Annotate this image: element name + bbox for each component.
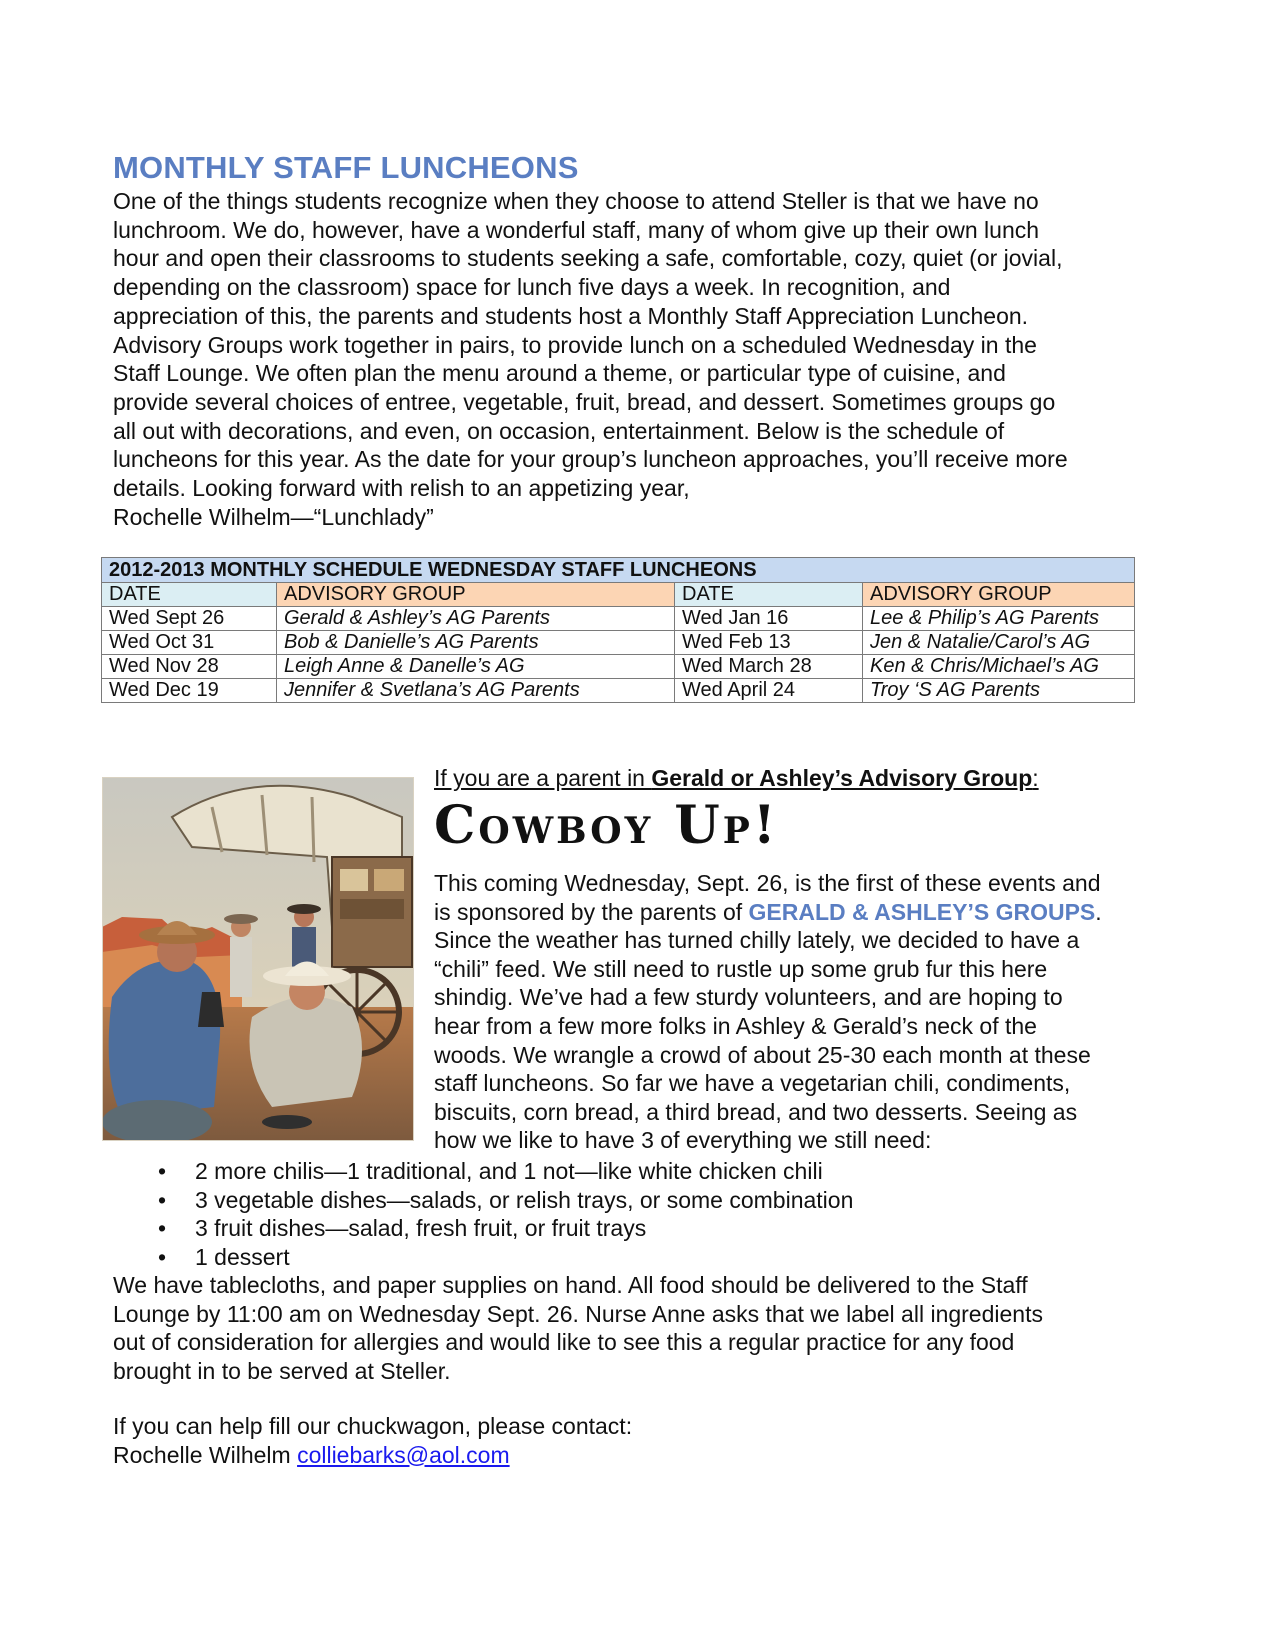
date-cell: Wed Sept 26 (102, 607, 277, 631)
event-line: “chili” feed. We still need to rustle up some grub fur this here (434, 955, 1048, 982)
column-header-date: DATE (102, 583, 277, 607)
event-line-text: is sponsored by the parents of (434, 898, 749, 925)
closing-paragraph (113, 1271, 1193, 1385)
cowboy-chuckwagon-illustration (102, 777, 414, 1141)
needed-items-list (150, 1157, 853, 1271)
list-item: • 3 fruit dishes—salad, fresh fruit, or fruit trays (150, 1214, 853, 1243)
table-row (102, 607, 1135, 631)
date-cell: Wed March 28 (675, 655, 863, 679)
table-caption-row (102, 558, 1135, 583)
table-caption: 2012-2013 MONTHLY SCHEDULE WEDNESDAY STAFF LUNCHEONS (102, 558, 1135, 583)
date-cell: Wed Nov 28 (102, 655, 277, 679)
date-cell: Wed Feb 13 (675, 631, 863, 655)
invite-group-name: Gerald or Ashley’s Advisory Group (651, 765, 1033, 791)
intro-line: appreciation of this, the parents and students host a Monthly Staff Appreciation Luncheon. (113, 302, 1029, 329)
event-line: how we like to have 3 of everything we still need: (434, 1127, 932, 1154)
event-line: Since the weather has turned chilly lately, we decided to have a (434, 927, 1080, 954)
column-header-advisory-group: ADVISORY GROUP (863, 583, 1135, 607)
event-line: woods. We wrangle a crowd of about 25-30 each month at these (434, 1041, 1091, 1068)
contact-line (113, 1441, 632, 1470)
event-line: hear from a few more folks in Ashley & Gerald’s neck of the (434, 1012, 1037, 1039)
list-item: • 1 dessert (150, 1243, 853, 1272)
event-description (434, 869, 1194, 1155)
contact-block (113, 1412, 632, 1469)
list-item: • 3 vegetable dishes—salads, or relish trays, or some combination (150, 1186, 853, 1215)
list-item: • 2 more chilis—1 traditional, and 1 not—like white chicken chili (150, 1157, 853, 1186)
column-header-date: DATE (675, 583, 863, 607)
intro-line: Staff Lounge. We often plan the menu around a theme, or particular type of cuisine, and (113, 360, 1006, 387)
event-line: shindig. We’ve had a few sturdy volunteers, and are hoping to (434, 984, 1063, 1011)
event-line (434, 898, 1194, 927)
group-cell: Leigh Anne & Danelle’s AG (277, 655, 675, 679)
date-cell: Wed Dec 19 (102, 679, 277, 703)
contact-name: Rochelle Wilhelm (113, 1441, 298, 1468)
contact-email-link[interactable]: colliebarks@aol.com (297, 1441, 510, 1468)
intro-line: depending on the classroom) space for lunch five days a week. In recognition, and (113, 274, 951, 301)
intro-paragraph (113, 187, 1173, 531)
closing-line: Lounge by 11:00 am on Wednesday Sept. 26. Nurse Anne asks that we label all ingredients (113, 1300, 1043, 1327)
table-row (102, 631, 1135, 655)
intro-line: provide several choices of entree, vegetable, fruit, bread, and dessert. Sometimes groups go (113, 388, 1056, 415)
table-row (102, 655, 1135, 679)
group-cell: Troy ‘S AG Parents (863, 679, 1135, 703)
group-cell: Lee & Philip’s AG Parents (863, 607, 1135, 631)
event-line: This coming Wednesday, Sept. 26, is the first of these events and (434, 870, 1101, 896)
intro-line: luncheons for this year. As the date for your group’s luncheon approaches, you’ll receive more (113, 446, 1068, 473)
invite-prefix: If you are a parent in (434, 765, 652, 791)
invite-line (434, 765, 1039, 792)
group-cell: Gerald & Ashley’s AG Parents (277, 607, 675, 631)
closing-line: brought in to be served at Steller. (113, 1357, 451, 1384)
luncheon-schedule-table (101, 557, 1135, 703)
intro-line: Advisory Groups work together in pairs, to provide lunch on a scheduled Wednesday in the (113, 331, 1037, 358)
event-line: biscuits, corn bread, a third bread, and two desserts. Seeing as (434, 1098, 1078, 1125)
contact-prompt: If you can help fill our chuckwagon, please contact: (113, 1413, 633, 1439)
table-row (102, 679, 1135, 703)
intro-signature: Rochelle Wilhelm—“Lunchlady” (113, 503, 434, 530)
event-line: staff luncheons. So far we have a vegetarian chili, condiments, (434, 1070, 1071, 1097)
sponsor-highlight: GERALD & ASHLEY’S GROUPS (748, 898, 1096, 925)
page-title: MONTHLY STAFF LUNCHEONS (113, 150, 579, 185)
group-cell: Jennifer & Svetlana’s AG Parents (277, 679, 675, 703)
intro-line: details. Looking forward with relish to an appetizing year, (113, 475, 690, 502)
cowboy-up-banner: Cowboy Up! (434, 795, 779, 856)
intro-line: all out with decorations, and even, on occasion, entertainment. Below is the schedule of (113, 417, 1005, 444)
group-cell: Bob & Danielle’s AG Parents (277, 631, 675, 655)
intro-line: lunchroom. We do, however, have a wonderful staff, many of whom give up their own lunch (113, 216, 1040, 243)
date-cell: Wed Jan 16 (675, 607, 863, 631)
event-line-end: . (1095, 898, 1102, 925)
closing-line: We have tablecloths, and paper supplies on hand. All food should be delivered to the Staff (113, 1272, 1028, 1298)
date-cell: Wed April 24 (675, 679, 863, 703)
closing-line: out of consideration for allergies and would like to see this a regular practice for any food (113, 1329, 1015, 1356)
group-cell: Jen & Natalie/Carol’s AG (863, 631, 1135, 655)
date-cell: Wed Oct 31 (102, 631, 277, 655)
table-header-row (102, 583, 1135, 607)
invite-suffix: : (1032, 765, 1039, 791)
column-header-advisory-group: ADVISORY GROUP (277, 583, 675, 607)
intro-line: One of the things students recognize when they choose to attend Steller is that we have no (113, 188, 1039, 214)
intro-line: hour and open their classrooms to students seeking a safe, comfortable, cozy, quiet (or jovial, (113, 245, 1063, 272)
group-cell: Ken & Chris/Michael’s AG (863, 655, 1135, 679)
